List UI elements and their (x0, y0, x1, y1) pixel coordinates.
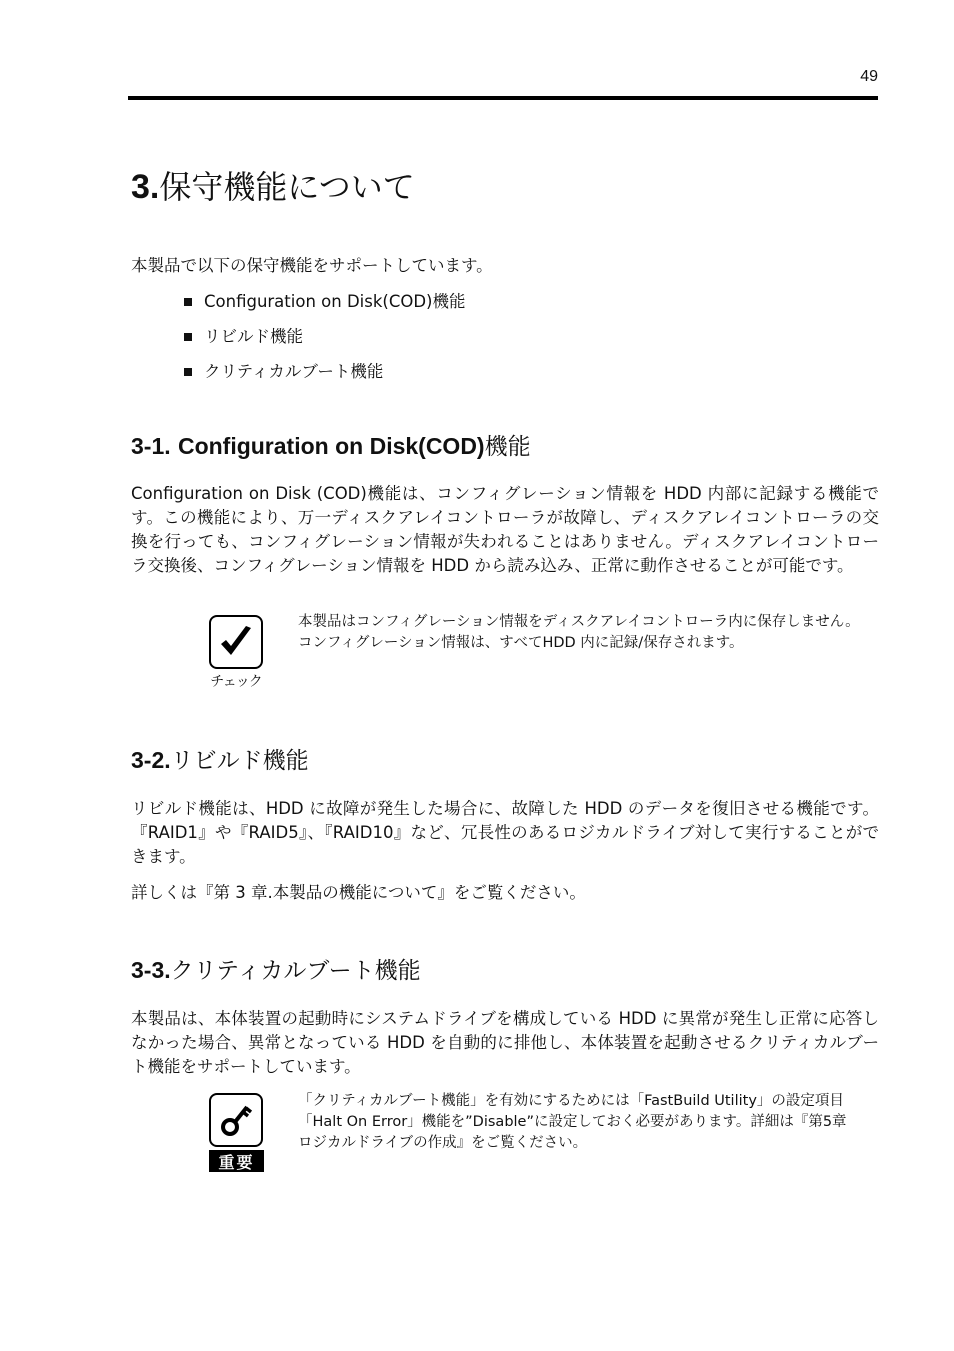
key-icon (209, 1093, 263, 1147)
list-item: リビルド機能 (184, 319, 465, 354)
section-title-critical-boot: 3-3.クリティカルブート機能 (131, 957, 421, 984)
section-title-cod: 3-1. Configuration on Disk(COD)機能 (131, 433, 531, 460)
square-bullet-icon (184, 298, 192, 306)
cod-body: Configuration on Disk (COD)機能は、コンフィグレーション情報を HDD 内部に記録する機能です。この機能により、万一ディスクアレイコントローラが故障し、ディスクアレイコントローラの交換を行っても、コンフィグレーション情報が失われることはありません。ディスクアレイコントローラ交換後、コンフィグレーション情報を HDD から読み込み、正常に動作させることが可能です。 (131, 484, 879, 575)
chapter-title-text: 保守機能について (159, 168, 415, 206)
rebuild-body: リビルド機能は、HDD に故障が発生した場合に、故障した HDD のデータを復旧させる機能です。『RAID1』や『RAID5』、『RAID10』など、冗長性のあるロジカルドライブ対して実行することができます。 (131, 799, 879, 866)
section-title-rebuild: 3-2.リビルド機能 (131, 747, 309, 774)
list-item: Configuration on Disk(COD)機能 (184, 284, 465, 319)
feature-list (184, 284, 465, 389)
chapter-number: 3. (131, 168, 160, 206)
rebuild-reference: 詳しくは『第 3 章.本製品の機能について』をご覧ください。 (131, 883, 586, 902)
critical-boot-note: 「クリティカルブート機能」を有効にするためには「FastBuild Utility」の設定項目「Halt On Error」機能を”Disable”に設定しておく必要があります。詳細は『第5章ロジカルドライブの作成』をご覧ください。 (298, 1093, 847, 1151)
intro-text: 本製品で以下の保守機能をサポートしています。 (131, 256, 493, 275)
check-label: チェック (210, 674, 262, 690)
square-bullet-icon (184, 333, 192, 341)
chapter-title (131, 162, 415, 208)
list-item: クリティカルブート機能 (184, 354, 465, 389)
cod-note: 本製品はコンフィグレーション情報をディスクアレイコントローラ内に保存しません。コンフィグレーション情報は、すべてHDD 内に記録/保存されます。 (298, 614, 860, 651)
header-rule (128, 96, 878, 100)
square-bullet-icon (184, 368, 192, 376)
check-mark-icon (209, 615, 263, 669)
page-number: 49 (860, 68, 878, 85)
important-label: 重要 (209, 1150, 264, 1172)
critical-boot-body: 本製品は、本体装置の起動時にシステムドライブを構成している HDD に異常が発生し正常に応答しなかった場合、異常となっている HDD を自動的に排他し、本体装置を起動させるクリティカルブート機能をサポートしています。 (131, 1009, 879, 1076)
